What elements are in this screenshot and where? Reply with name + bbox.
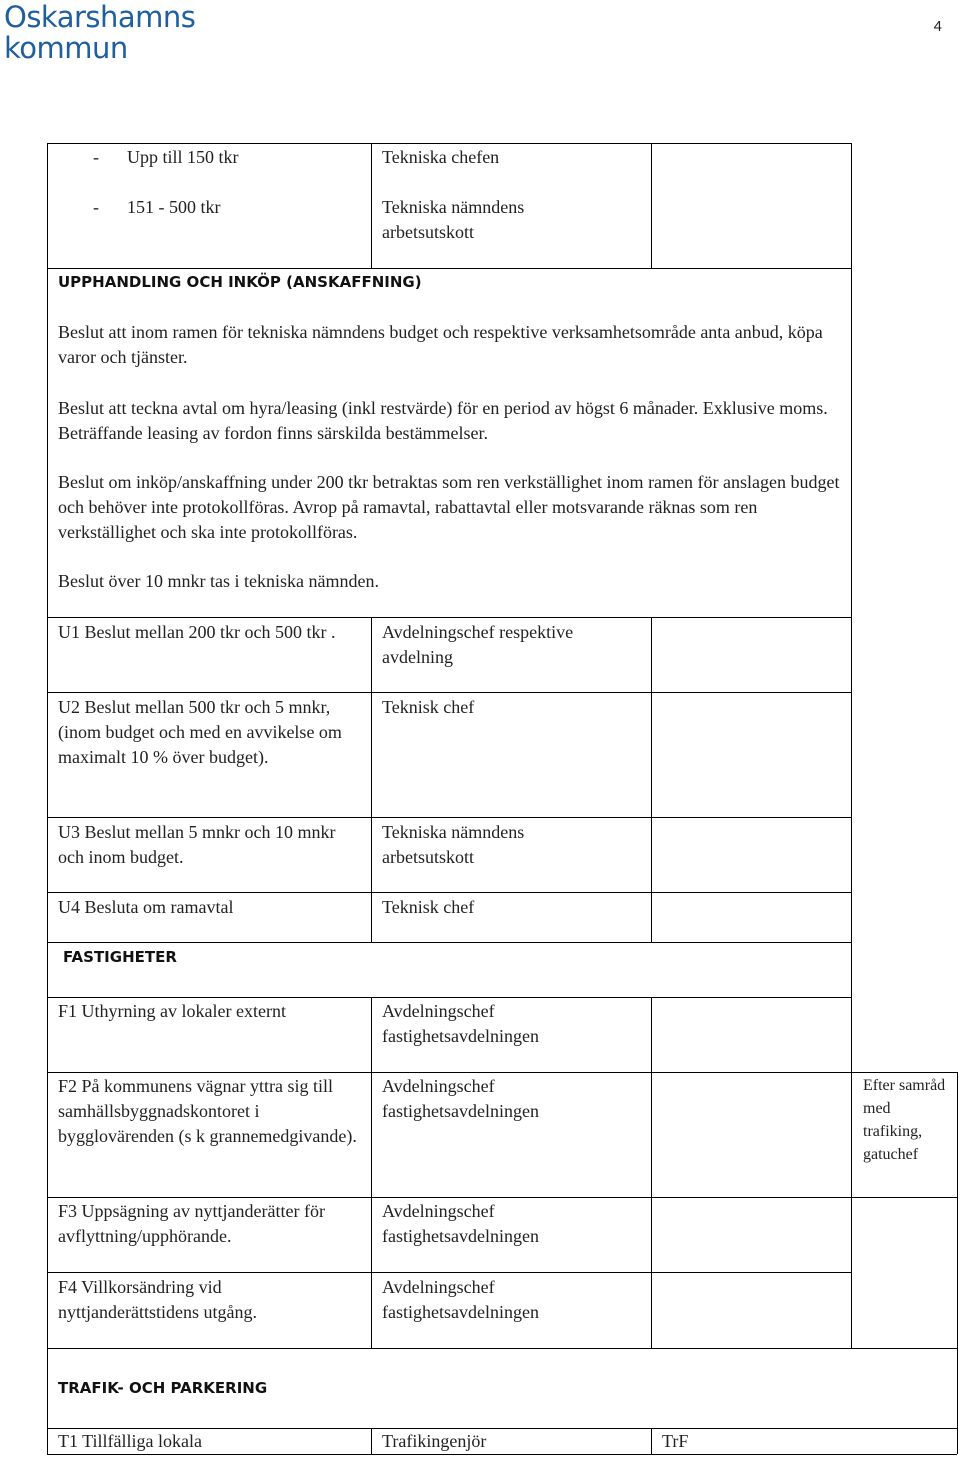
top-row-1-decider: Tekniska chefen <box>382 147 500 167</box>
t1-note: TrF <box>662 1431 689 1451</box>
f2-note: Efter samråd med trafiking, gatuchef <box>863 1077 946 1163</box>
section-heading-fastigheter: FASTIGHETER <box>63 948 177 966</box>
top-row-2-dash: - <box>93 197 99 217</box>
top-row-2-decider: Tekniska nämndens arbetsutskott <box>382 197 525 242</box>
upphandling-paragraph-1: Beslut att inom ramen för tekniska nämndens budget och respektive verksamhetsområde anta anbud, köpa varor och tjänster. <box>58 322 823 367</box>
u1-item: U1 Beslut mellan 200 tkr och 500 tkr . <box>58 622 336 642</box>
u3-decider: Tekniska nämndens arbetsutskott <box>382 822 525 867</box>
logo <box>4 2 195 64</box>
f4-decider: Avdelningschef fastighetsavdelningen <box>382 1277 539 1322</box>
top-row-2-item: 151 - 500 tkr <box>127 197 221 217</box>
f4-item: F4 Villkorsändring vid nyttjanderättstidens utgång. <box>58 1277 257 1322</box>
u2-decider: Teknisk chef <box>382 697 475 717</box>
u3-item: U3 Beslut mellan 5 mnkr och 10 mnkr och inom budget. <box>58 822 336 867</box>
logo-line-1: Oskarshamns <box>4 0 196 34</box>
upphandling-paragraph-4: Beslut över 10 mnkr tas i tekniska nämnden. <box>58 571 379 591</box>
f1-decider: Avdelningschef fastighetsavdelningen <box>382 1001 539 1046</box>
logo-line-2: kommun <box>4 31 128 65</box>
upphandling-paragraph-3: Beslut om inköp/anskaffning under 200 tkr betraktas som ren verkställighet inom ramen för anslagen budget och behöver inte protokollföras. Avrop på ramavtal, rabattavtal eller motsvarande räknas som ren verkställighet och ska inte protokollföras. <box>58 472 840 542</box>
section-heading-upphandling: UPPHANDLING OCH INKÖP (ANSKAFFNING) <box>58 273 422 291</box>
upphandling-paragraph-2: Beslut att teckna avtal om hyra/leasing (inkl restvärde) för en period av högst 6 månader. Exklusive moms. Beträffande leasing av fordon finns särskilda bestämmelser. <box>58 398 828 443</box>
f2-item: F2 På kommunens vägnar yttra sig till samhällsbyggnadskontoret i bygglovärenden (s k grannemedgivande). <box>58 1076 357 1146</box>
u4-decider: Teknisk chef <box>382 897 475 917</box>
top-row-1-item: Upp till 150 tkr <box>127 147 239 167</box>
u1-decider: Avdelningschef respektive avdelning <box>382 622 574 667</box>
t1-item: T1 Tillfälliga lokala <box>58 1431 202 1451</box>
page-number: 4 <box>933 18 942 35</box>
f1-item: F1 Uthyrning av lokaler externt <box>58 1001 286 1021</box>
u4-item: U4 Besluta om ramavtal <box>58 897 234 917</box>
f2-decider: Avdelningschef fastighetsavdelningen <box>382 1076 539 1121</box>
f3-item: F3 Uppsägning av nyttjanderätter för avflyttning/upphörande. <box>58 1201 325 1246</box>
section-heading-trafik: TRAFIK- OCH PARKERING <box>58 1379 268 1397</box>
top-row-1-dash: - <box>93 147 99 167</box>
t1-decider: Trafikingenjör <box>382 1431 487 1451</box>
u2-item: U2 Beslut mellan 500 tkr och 5 mnkr, (inom budget och med en avvikelse om maximalt 10 % över budget). <box>58 697 342 767</box>
f3-decider: Avdelningschef fastighetsavdelningen <box>382 1201 539 1246</box>
